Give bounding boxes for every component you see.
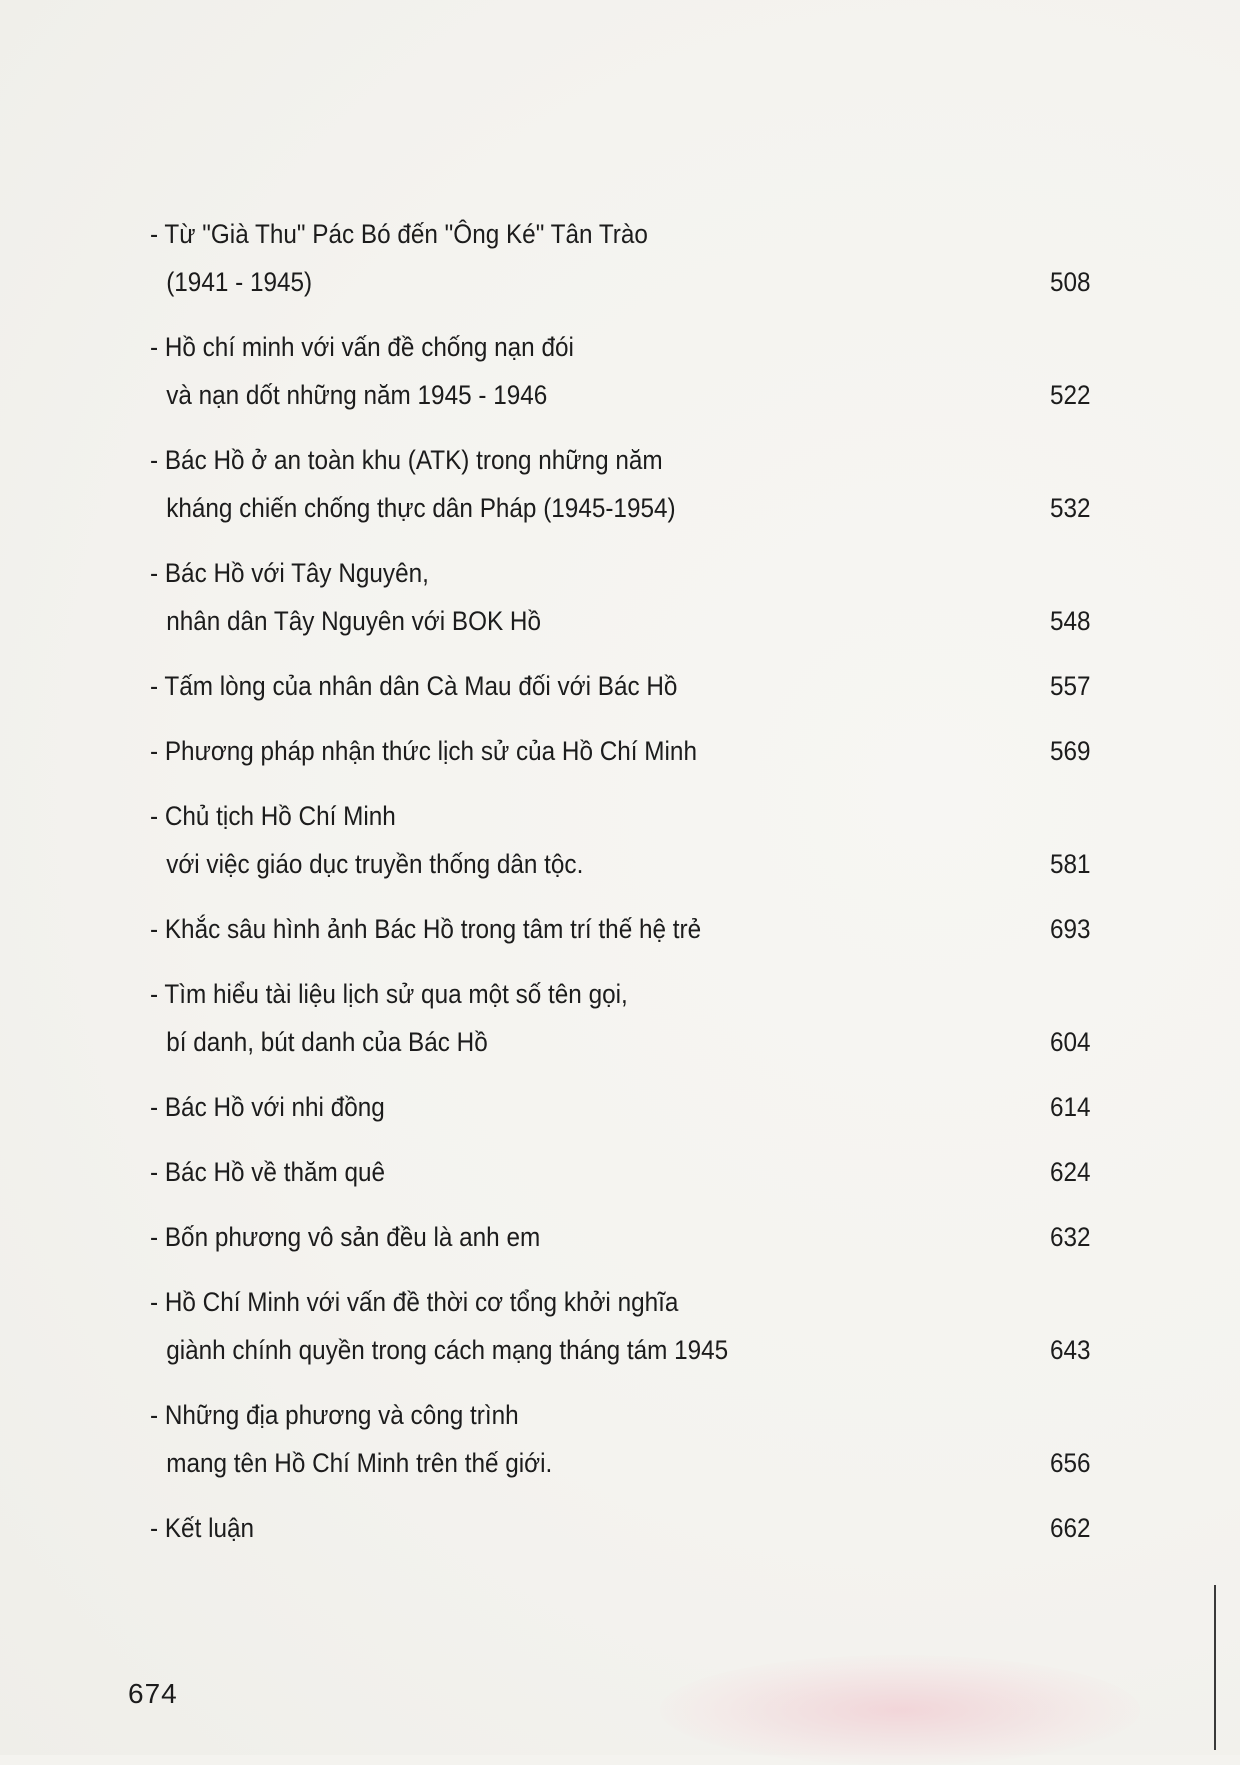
toc-entry: [150, 727, 1091, 775]
toc-entry: [150, 1148, 1091, 1196]
toc-entry-title-line: - Tấm lòng của nhân dân Cà Mau đối với Bác Hồ: [150, 671, 678, 701]
toc-entry-title-continuation: mang tên Hồ Chí Minh trên thế giới.: [166, 1448, 553, 1478]
toc-entry: [150, 1391, 1091, 1487]
toc-entry-page-number: 581: [1049, 849, 1091, 879]
toc-entry: [150, 210, 1091, 306]
toc-entry-title: [150, 1083, 1037, 1131]
toc-entry-title-line: - Bác Hồ về thăm quê: [150, 1157, 386, 1187]
toc-entry-title-line: - Bác Hồ với nhi đồng: [150, 1092, 385, 1122]
toc-entry-page-number: 508: [1049, 267, 1091, 297]
toc-entry-page-number: 662: [1049, 1513, 1091, 1543]
toc-entry-title: [150, 549, 1037, 645]
toc-entry-title-continuation: (1941 - 1945): [166, 267, 313, 297]
toc-entry-title-line: - Bác Hồ ở an toàn khu (ATK) trong những năm: [150, 445, 663, 475]
toc-entry-title-continuation: bí danh, bút danh của Bác Hồ: [166, 1027, 488, 1057]
toc-entry-page-number: 656: [1049, 1448, 1091, 1478]
toc-entry-title-line: - Hồ chí minh với vấn đề chống nạn đói: [150, 332, 574, 362]
toc-entry-title-line: - Tìm hiểu tài liệu lịch sử qua một số tên gọi,: [150, 979, 628, 1009]
toc-entry-title-line: - Phương pháp nhận thức lịch sử của Hồ Chí Minh: [150, 736, 697, 766]
toc-entry-page-number: 532: [1049, 493, 1091, 523]
toc-entry: [150, 1083, 1091, 1131]
toc-entry-title: [150, 1278, 1037, 1374]
toc-entry-title-line: - Từ "Già Thu" Pác Bó đến "Ông Ké" Tân Trào: [150, 219, 648, 249]
toc-entry-title: [150, 1391, 1037, 1487]
toc-entry-title: [150, 323, 1037, 419]
toc-entry-page-number: 557: [1049, 671, 1091, 701]
toc-entry: [150, 1213, 1091, 1261]
toc-entry: [150, 970, 1091, 1066]
toc-entry-page-number: 614: [1049, 1092, 1091, 1122]
toc-entry: [150, 662, 1091, 710]
page-edge-line: [1214, 1585, 1216, 1750]
toc-entry-title-line: - Hồ Chí Minh với vấn đề thời cơ tổng khởi nghĩa: [150, 1287, 679, 1317]
toc-entry-title-line: - Những địa phương và công trình: [150, 1400, 519, 1430]
toc-entry-page-number: 548: [1049, 606, 1091, 636]
toc-entry-title: [150, 1148, 1037, 1196]
toc-entry-title: [150, 792, 1037, 888]
toc-entry-title-continuation: kháng chiến chống thực dân Pháp (1945-1954): [166, 493, 676, 523]
toc-entry: [150, 905, 1091, 953]
toc-entry-page-number: 632: [1049, 1222, 1091, 1252]
toc-entry: [150, 1278, 1091, 1374]
page-stain: [660, 1655, 1140, 1765]
toc-entry-title-continuation: với việc giáo dục truyền thống dân tộc.: [166, 849, 584, 879]
toc-entry-title: [150, 1213, 1037, 1261]
toc-entry-title: [150, 436, 1037, 532]
toc-entry-title-continuation: giành chính quyền trong cách mạng tháng tám 1945: [166, 1335, 729, 1365]
toc-entry-title-continuation: nhân dân Tây Nguyên với BOK Hồ: [166, 606, 542, 636]
toc-entry-title: [150, 970, 1037, 1066]
toc-entry: [150, 436, 1091, 532]
toc-entry-title: [150, 727, 1037, 775]
toc-entry-title-line: - Kết luận: [150, 1513, 255, 1543]
toc-entry-page-number: 643: [1049, 1335, 1091, 1365]
toc-entry-page-number: 569: [1049, 736, 1091, 766]
toc-entry: [150, 549, 1091, 645]
toc-entry-title-line: - Bốn phương vô sản đều là anh em: [150, 1222, 541, 1252]
toc-entry-title-line: - Khắc sâu hình ảnh Bác Hồ trong tâm trí thế hệ trẻ: [150, 914, 702, 944]
toc-entry-page-number: 604: [1049, 1027, 1091, 1057]
toc-entry-title-continuation: và nạn dốt những năm 1945 - 1946: [166, 380, 548, 410]
table-of-contents: [150, 210, 1090, 1569]
toc-entry-title: [150, 1504, 1037, 1552]
page-number: 674: [128, 1678, 178, 1709]
toc-entry-title-line: - Bác Hồ với Tây Nguyên,: [150, 558, 429, 588]
toc-entry-title-line: - Chủ tịch Hồ Chí Minh: [150, 801, 396, 831]
toc-entry: [150, 792, 1091, 888]
toc-entry: [150, 1504, 1091, 1552]
toc-entry-title: [150, 210, 1037, 306]
toc-entry: [150, 323, 1091, 419]
toc-entry-page-number: 624: [1049, 1157, 1091, 1187]
toc-entry-page-number: 522: [1049, 380, 1091, 410]
toc-entry-title: [150, 905, 1037, 953]
toc-entry-page-number: 693: [1049, 914, 1091, 944]
toc-entry-title: [150, 662, 1037, 710]
